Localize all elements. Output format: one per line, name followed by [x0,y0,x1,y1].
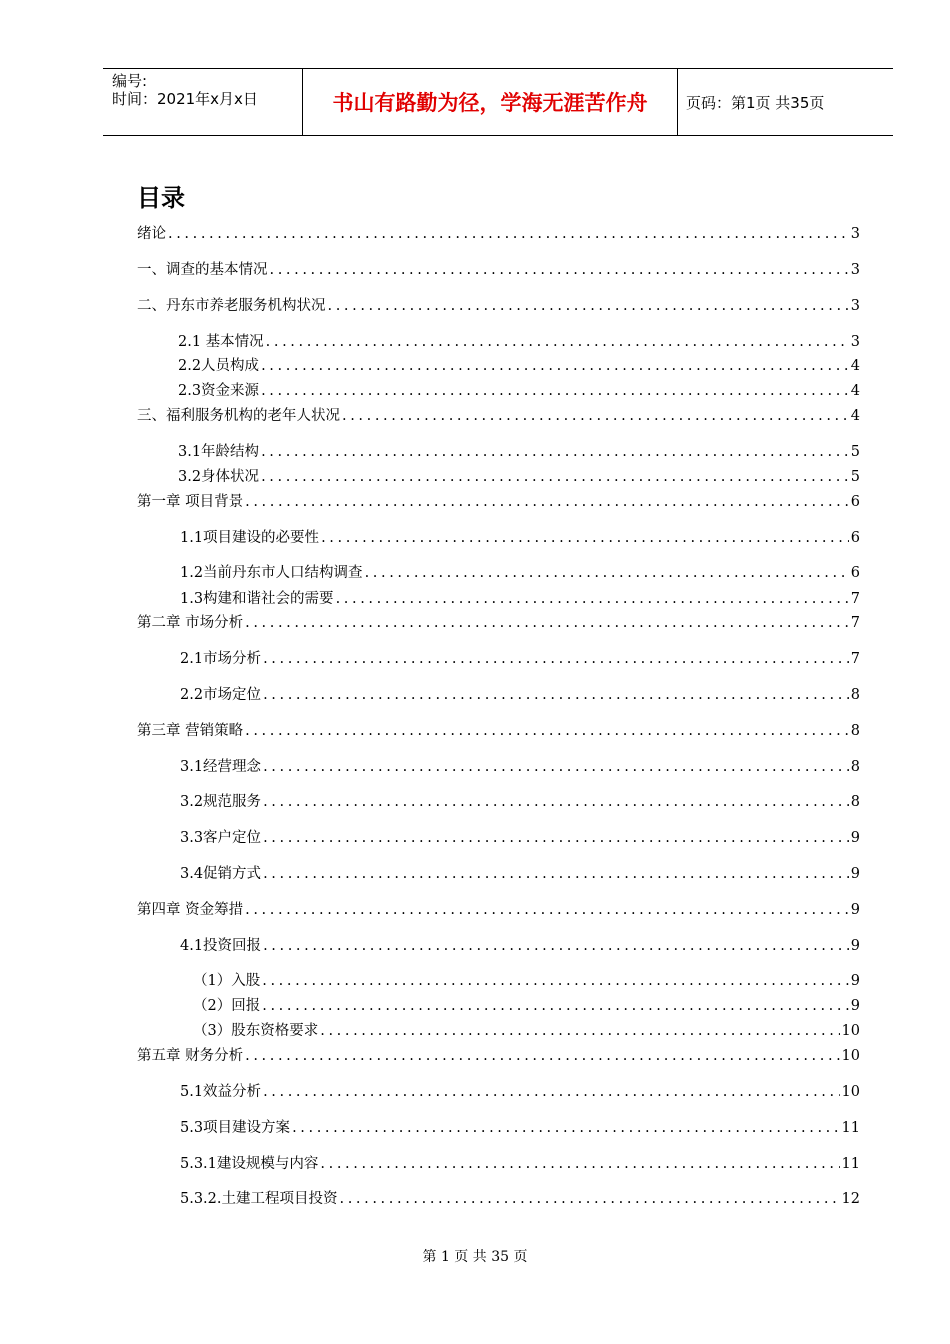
toc-entry-label: （2）回报 [193,998,261,1014]
toc-entry[interactable] [180,828,860,848]
toc-entry-page: 8 [850,687,860,703]
toc-dot-leader [320,1154,839,1174]
toc-entry-page: 9 [850,938,860,954]
toc-entry-page: 9 [850,973,860,989]
toc-dot-leader [263,828,849,848]
toc-entry-page: 9 [850,830,860,846]
toc-entry-page: 11 [841,1156,860,1172]
toc-entry-page: 10 [841,1084,860,1100]
toc-entry[interactable] [193,996,860,1016]
toc-entry[interactable] [180,864,860,884]
toc-entry-label: 1.3构建和谐社会的需要 [180,591,334,607]
toc-entry-page: 4 [850,383,860,399]
toc-entry[interactable] [137,296,860,316]
toc-dot-leader [263,792,849,812]
toc-dot-leader [266,332,849,352]
toc-entry[interactable] [178,356,860,376]
toc-entry-label: 一、调查的基本情况 [137,262,268,278]
toc-dot-leader [263,649,849,669]
toc-entry-label: 3.2规范服务 [180,794,262,810]
toc-entry[interactable] [137,224,860,244]
toc-dot-leader [245,721,849,741]
toc-entry[interactable] [180,757,860,777]
toc-dot-leader [263,864,849,884]
toc-dot-leader [321,528,849,548]
toc-entry[interactable] [180,649,860,669]
toc-entry-page: 3 [850,226,860,242]
toc-entry-page: 12 [841,1191,860,1207]
toc-entry-label: 5.3.1建设规模与内容 [180,1156,319,1172]
toc-entry-label: 2.1市场分析 [180,651,262,667]
toc-entry-label: 1.1项目建设的必要性 [180,530,320,546]
toc-dot-leader [263,936,849,956]
toc-dot-leader [245,1046,839,1066]
toc-entry[interactable] [180,1154,860,1174]
toc-entry[interactable] [193,971,860,991]
toc-dot-leader [342,406,849,426]
toc-entry-page: 10 [841,1023,860,1039]
toc-entry-page: 8 [850,723,860,739]
toc-entry-page: 3 [850,262,860,278]
toc-entry-page: 10 [841,1048,860,1064]
toc-dot-leader [261,467,849,487]
toc-entry-page: 11 [841,1120,860,1136]
toc-entry[interactable] [180,563,860,583]
toc-entry-label: 2.2人员构成 [178,358,260,374]
toc-entry-label: 3.4促销方式 [180,866,262,882]
toc-entry-label: 2.2市场定位 [180,687,262,703]
toc-entry-page: 3 [850,298,860,314]
toc-entry-label: 第五章 财务分析 [137,1048,244,1064]
toc-entry[interactable] [137,406,860,426]
toc-dot-leader [245,613,849,633]
toc-entry[interactable] [178,442,860,462]
toc-entry-page: 8 [850,794,860,810]
toc-entry-label: 5.1效益分析 [180,1084,262,1100]
toc-title: 目录 [137,184,185,212]
toc-entry[interactable] [180,685,860,705]
toc-entry-label: 第一章 项目背景 [137,494,244,510]
toc-entry-page: 8 [850,759,860,775]
toc-entry-label: 3.2身体状况 [178,469,260,485]
toc-entry-label: 1.2当前丹东市人口结构调查 [180,565,363,581]
toc-dot-leader [340,1189,840,1209]
toc-entry[interactable] [180,1082,860,1102]
toc-entry-label: 3.3客户定位 [180,830,262,846]
toc-dot-leader [292,1118,839,1138]
toc-entry-page: 3 [850,334,860,350]
toc-dot-leader [263,757,849,777]
toc-dot-leader [263,1082,839,1102]
toc-entry-label: 5.3.2.土建工程项目投资 [180,1191,338,1207]
toc-dot-leader [261,356,849,376]
toc-entry[interactable] [137,900,860,920]
toc-dot-leader [245,492,849,512]
toc-entry-page: 9 [850,902,860,918]
toc-entry-page: 7 [850,591,860,607]
toc-entry-label: 5.3项目建设方案 [180,1120,291,1136]
toc-entry[interactable] [137,721,860,741]
page-footer: 第 1 页 共 35 页 [422,1249,528,1265]
toc-entry-label: 第四章 资金筹措 [137,902,244,918]
toc-entry[interactable] [193,1021,860,1041]
toc-entry-label: 4.1投资回报 [180,938,262,954]
toc-entry[interactable] [137,260,860,280]
toc-entry-page: 5 [850,469,860,485]
toc-entry-page: 6 [850,530,860,546]
date-label: 时间：2021年x月x日 [112,90,258,108]
toc-dot-leader [320,1021,839,1041]
toc-entry[interactable] [137,613,860,633]
toc-entry-label: 2.1 基本情况 [178,334,264,350]
toc-dot-leader [245,900,849,920]
toc-entry-label: 2.3资金来源 [178,383,260,399]
toc-entry[interactable] [178,381,860,401]
toc-entry[interactable] [137,492,860,512]
toc-dot-leader [328,296,849,316]
toc-entry-label: 三、福利服务机构的老年人状况 [137,408,340,424]
toc-dot-leader [168,224,849,244]
document-header [103,68,893,136]
toc-dot-leader [261,381,849,401]
toc-dot-leader [336,589,849,609]
toc-entry-label: 第二章 市场分析 [137,615,244,631]
toc-entry[interactable] [180,792,860,812]
toc-entry-page: 4 [850,408,860,424]
toc-entry-page: 7 [850,615,860,631]
toc-entry-label: 3.1年龄结构 [178,444,260,460]
toc-dot-leader [261,442,849,462]
toc-entry[interactable] [137,1046,860,1066]
toc-entry-page: 6 [850,565,860,581]
toc-entry-page: 9 [850,866,860,882]
number-label: 编号: [112,72,148,90]
toc-entry[interactable] [180,1189,860,1209]
toc-entry-label: 第三章 营销策略 [137,723,244,739]
toc-entry[interactable] [180,936,860,956]
toc-dot-leader [262,971,849,991]
toc-dot-leader [262,996,849,1016]
toc-entry[interactable] [180,1118,860,1138]
toc-entry-label: 二、丹东市养老服务机构状况 [137,298,326,314]
toc-dot-leader [263,685,849,705]
header-motto: 书山有路勤为径，学海无涯苦作舟 [332,91,648,115]
toc-entry[interactable] [180,589,860,609]
header-page-cell [678,69,893,135]
header-left-cell [103,69,303,135]
toc-entry-page: 4 [850,358,860,374]
toc-entry[interactable] [178,332,860,352]
toc-entry[interactable] [180,528,860,548]
header-motto-cell [303,69,678,135]
toc-entry-label: 3.1经营理念 [180,759,262,775]
toc-entry-page: 5 [850,444,860,460]
toc-entry-label: 绪论 [137,226,166,242]
toc-dot-leader [365,563,849,583]
toc-entry-page: 9 [850,998,860,1014]
header-page-label: 页码：第1页 共35页 [686,93,825,112]
toc-entry-label: （3）股东资格要求 [193,1023,319,1039]
toc-entry-page: 7 [850,651,860,667]
toc-entry[interactable] [178,467,860,487]
toc-dot-leader [270,260,849,280]
toc-entry-label: （1）入股 [193,973,261,989]
toc-entry-page: 6 [850,494,860,510]
